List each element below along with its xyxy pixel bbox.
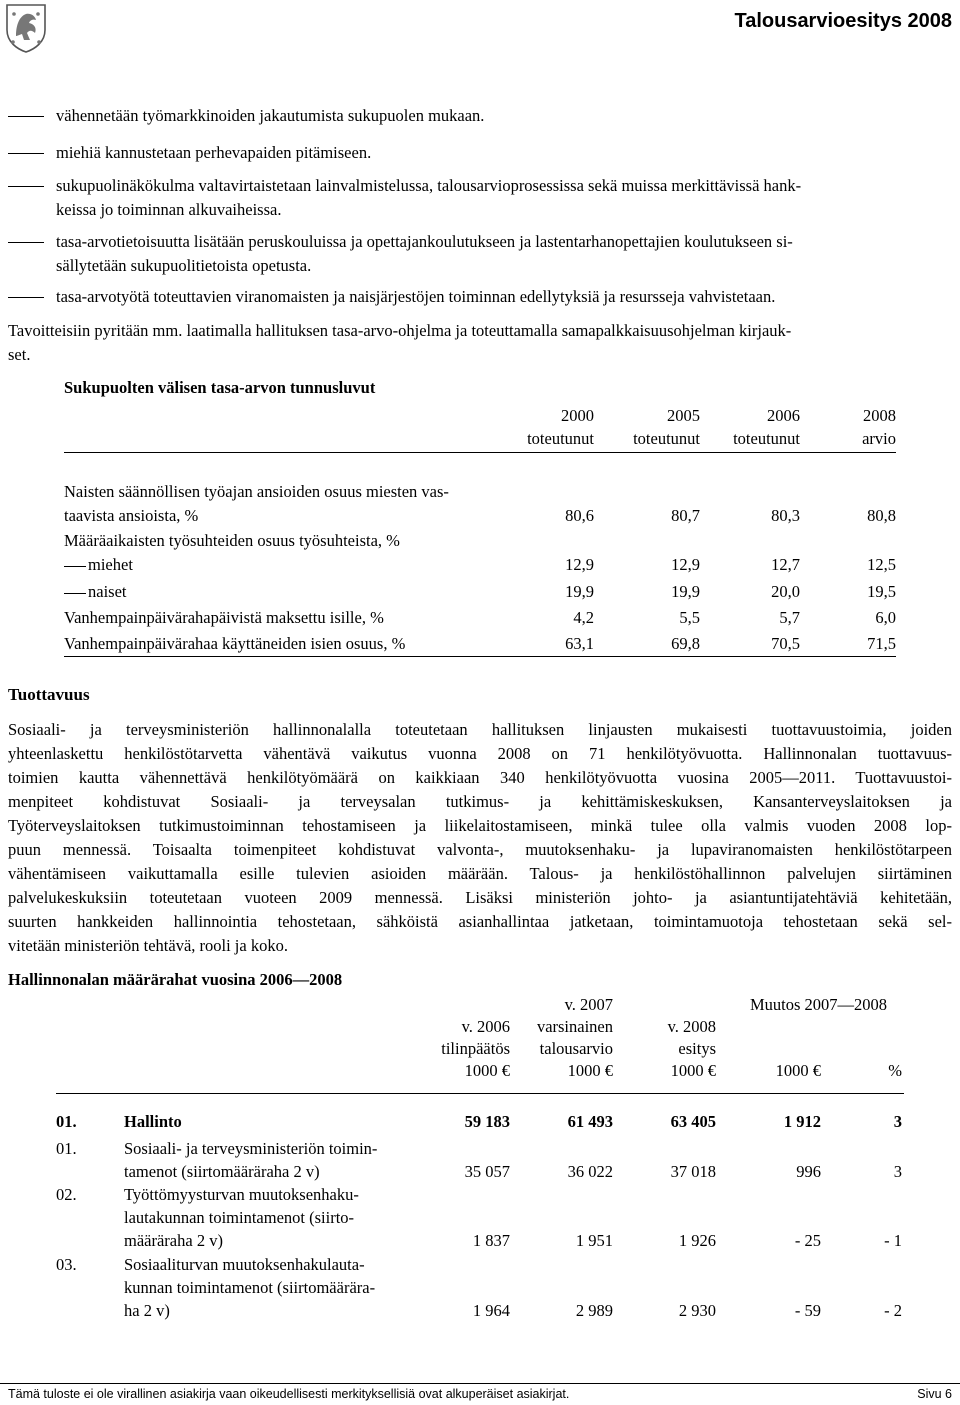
table-cell-value: 3 (893, 1162, 902, 1181)
table-cell-value: 2 930 (678, 1301, 716, 1320)
dash-marker (8, 116, 44, 117)
productivity-heading: Tuottavuus (8, 685, 90, 704)
row-label-text: naiset (88, 582, 127, 601)
table-cell-value: 1 926 (678, 1231, 716, 1250)
table-cell-value: 20,0 (771, 582, 800, 601)
table-cell-value: 19,5 (867, 582, 896, 601)
table-cell-value: 80,6 (565, 506, 594, 525)
appropriations-heading: Hallinnonalan määrärahat vuosina 2006—2008 (8, 970, 343, 989)
column-year: 2008 (863, 406, 896, 425)
column-year: 2006 (767, 406, 800, 425)
table-cell-value: 35 057 (464, 1162, 510, 1181)
table-cell-value: 19,9 (671, 582, 700, 601)
goals-line: set. (8, 345, 31, 364)
paragraph-line: puun mennessä. Toisaalta toimenpiteet kohdistuvat valvonta-, muutoksenhaku- ja lupaviranomaisten henkilöstötarpeen (8, 840, 952, 859)
table-cell-value: - 25 (794, 1231, 821, 1250)
bullet-item (8, 141, 908, 165)
table-cell-value: 63,1 (565, 634, 594, 653)
bullet-line: miehiä kannustetaan perhevapaiden pitämiseen. (56, 143, 372, 162)
paragraph-line: Sosiaali- ja terveysministeriön hallinnonalalla toteutetaan hallituksen linjausten mukaisesti tuottavuustoimia, joiden (8, 720, 952, 739)
row-label: Työttömyysturvan muutoksenhaku- (124, 1185, 359, 1204)
table-cell-value: 19,9 (565, 582, 594, 601)
table-cell-value: 5,7 (779, 608, 800, 627)
table-cell-value: 12,5 (867, 555, 896, 574)
row-label: Vanhempainpäivärahaa käyttäneiden isien osuus, % (64, 634, 406, 653)
table-cell-value: 2 989 (575, 1301, 613, 1320)
table-divider (64, 656, 896, 657)
paragraph-line: vitetään ministeriön tehtävä, rooli ja koko. (8, 936, 288, 955)
paragraph-line: menpiteet kohdistuvat Sosiaali- ja terveysalan tutkimus- ja kehittämiskeskuksen, Kansanterveyslaitoksen ja (8, 792, 952, 811)
row-label: Naisten säännöllisen työajan ansioiden osuus miesten vas- (64, 482, 449, 501)
column-header: % (888, 1061, 902, 1080)
bullet-line: tasa-arvotietoisuutta lisätään peruskouluissa ja opettajankoulutukseen ja lastentarhanopettajien koulutukseen si- (56, 232, 793, 251)
row-label-text: miehet (88, 555, 133, 574)
column-year: 2005 (667, 406, 700, 425)
row-label: taavista ansioista, % (64, 506, 199, 525)
row-code: 01. (56, 1139, 77, 1158)
table-cell-value: 36 022 (567, 1162, 613, 1181)
paragraph-line: suurten hankkeiden hallinnointia tehostetaan, sähköistä asianhallintaa jatketaan, toimintamuotoja tehostetaan sekä sel- (8, 912, 952, 931)
paragraph-line: Työterveyslaitoksen tutkimustoiminnan tehostamiseen ja liikelaitostamiseen, minkä tulee olla valmis vuoden 2008 lop- (8, 816, 952, 835)
table-cell-value: 1 837 (472, 1231, 510, 1250)
table-cell-value: 71,5 (867, 634, 896, 653)
table-divider (64, 452, 896, 453)
table-cell-value: 1 912 (783, 1112, 821, 1131)
column-kind: toteutunut (733, 429, 800, 448)
table-cell-value: 37 018 (670, 1162, 716, 1181)
column-header: varsinainen (536, 1017, 613, 1036)
bullet-line: tasa-arvotyötä toteuttavien viranomaisten ja naisjärjestöjen toiminnan edellytyksiä ja resursseja vahvistetaan. (56, 287, 776, 306)
table-cell-value: 80,3 (771, 506, 800, 525)
bullet-item (8, 285, 908, 309)
footer-divider (0, 1383, 960, 1384)
row-label: tamenot (siirtomääräraha 2 v) (124, 1162, 320, 1181)
row-label: lautakunnan toimintamenot (siirto- (124, 1208, 355, 1227)
table-cell-value: 80,7 (671, 506, 700, 525)
dash-marker (8, 297, 44, 298)
column-header: 1000 € (567, 1061, 613, 1080)
bullet-item (8, 104, 908, 128)
column-header: v. 2007 (564, 995, 613, 1014)
paragraph-line: vähentämiseen vaikuttamalla esille tulevien asioiden määrään. Talous- ja henkilöstöhallinnon palvelujen siirtäminen (8, 864, 952, 883)
column-header: tilinpäätös (441, 1039, 510, 1058)
row-label: Määräaikaisten työsuhteiden osuus työsuhteista, % (64, 531, 400, 550)
bullet-item (8, 174, 908, 222)
table-cell-value: 61 493 (567, 1112, 613, 1131)
footer-disclaimer: Tämä tuloste ei ole virallinen asiakirja vaan oikeudellisesti merkityksellisiä ovat alkuperäiset asiakirjat. (8, 1387, 570, 1401)
column-kind: toteutunut (527, 429, 594, 448)
row-label: Sosiaali- ja terveysministeriön toimin- (124, 1139, 378, 1158)
row-code: 01. (56, 1112, 77, 1131)
row-code: 03. (56, 1255, 77, 1274)
column-header: v. 2006 (461, 1017, 510, 1036)
table-cell-value: 1 951 (575, 1231, 613, 1250)
row-label: Sosiaaliturvan muutoksenhakulauta- (124, 1255, 365, 1274)
bullet-line: keissa jo toiminnan alkuvaiheissa. (56, 200, 282, 219)
column-header: 1000 € (464, 1061, 510, 1080)
page-number: Sivu 6 (917, 1387, 952, 1401)
row-label: ha 2 v) (124, 1301, 170, 1320)
table-cell-value: 69,8 (671, 634, 700, 653)
column-header: 1000 € (775, 1061, 821, 1080)
table-cell-value: 80,8 (867, 506, 896, 525)
bullet-line: vähennetään työmarkkinoiden jakautumista sukupuolen mukaan. (56, 106, 485, 125)
table-cell-value: 1 964 (472, 1301, 510, 1320)
row-label: Hallinto (124, 1112, 182, 1131)
row-label (64, 555, 133, 575)
dash-marker (8, 242, 44, 243)
table-cell-value: 4,2 (573, 608, 594, 627)
table-cell-value: - 2 (884, 1301, 902, 1320)
row-label (64, 582, 127, 602)
row-label: kunnan toimintamenot (siirtomäärära- (124, 1278, 376, 1297)
dash-marker (64, 566, 86, 567)
table-cell-value: 63 405 (670, 1112, 716, 1131)
document-title: Talousarvioesitys 2008 (734, 10, 952, 32)
row-label: Vanhempainpäivärahapäivistä maksettu isille, % (64, 608, 384, 627)
column-header: esitys (678, 1039, 716, 1058)
productivity-paragraph (8, 718, 952, 958)
paragraph-line: toimien kautta vähennettävä henkilötyömäärä on kaikkiaan 340 henkilötyövuotta vuosina 2005—2011. Tuottavuustoi- (8, 768, 952, 787)
change-header: Muutos 2007—2008 (749, 995, 887, 1014)
table-cell-value: - 1 (884, 1231, 902, 1250)
row-label: määräraha 2 v) (124, 1231, 223, 1250)
column-header: talousarvio (539, 1039, 613, 1058)
column-year: 2000 (561, 406, 594, 425)
bullet-line: sällytetään sukupuolitietoista opetusta. (56, 256, 312, 275)
table-cell-value: 59 183 (464, 1112, 510, 1131)
bullet-item (8, 230, 908, 278)
table-cell-value: 6,0 (875, 608, 896, 627)
table-cell-value: 70,5 (771, 634, 800, 653)
table-cell-value: 996 (796, 1162, 821, 1181)
bullet-line: sukupuolinäkökulma valtavirtaistetaan lainvalmistelussa, talousarvioprosessissa sekä muissa merkittävissä hank- (56, 176, 802, 195)
goals-line: Tavoitteisiin pyritään mm. laatimalla hallituksen tasa-arvo-ohjelma ja toteuttamalla samapalkkaisuusohjelman kirjauk- (8, 321, 792, 340)
dash-marker (8, 153, 44, 154)
indicator-table-title: Sukupuolten välisen tasa-arvon tunnusluvut (64, 378, 376, 397)
column-header: 1000 € (670, 1061, 716, 1080)
table-cell-value: 12,7 (771, 555, 800, 574)
column-header: v. 2008 (667, 1017, 716, 1036)
table-cell-value: 12,9 (565, 555, 594, 574)
column-kind: arvio (862, 429, 896, 448)
table-cell-value: 5,5 (679, 608, 700, 627)
paragraph-line: yhteenlaskettu henkilöstötarvetta vähentävä vaikutus vuonna 2008 on 71 henkilötyövuotta. Hallinnonalan tuottavuus- (8, 744, 952, 763)
column-kind: toteutunut (633, 429, 700, 448)
table-cell-value: 12,9 (671, 555, 700, 574)
row-code: 02. (56, 1185, 77, 1204)
coat-of-arms-logo (4, 2, 48, 54)
table-divider (56, 1093, 904, 1094)
paragraph-line: palvelukeskuksiin toteutetaan vuoteen 2009 mennessä. Lisäksi ministeriön johto- ja asiantuntijatehtäviä kehitetään, (8, 888, 952, 907)
dash-marker (8, 186, 44, 187)
goals-paragraph (8, 319, 952, 367)
table-cell-value: 3 (893, 1112, 902, 1131)
table-cell-value: - 59 (794, 1301, 821, 1320)
dash-marker (64, 593, 86, 594)
